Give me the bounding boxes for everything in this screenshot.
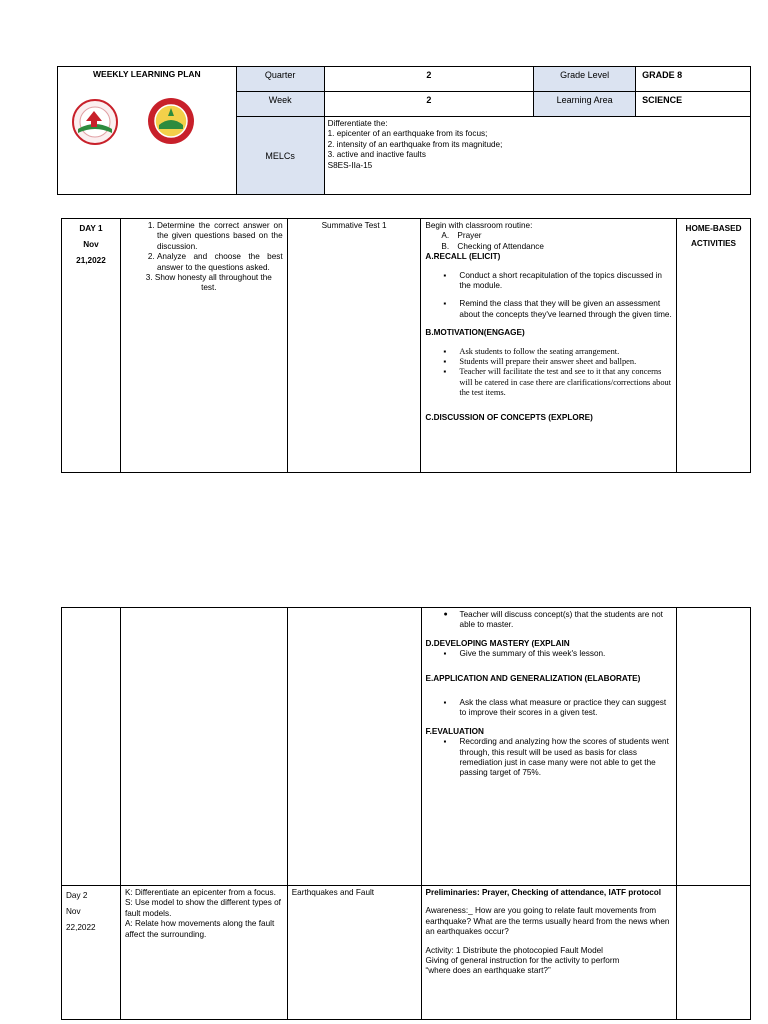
page-title: WEEKLY LEARNING PLAN: [93, 69, 201, 79]
section-heading: D.DEVELOPING MASTERY (EXPLAIN: [425, 638, 570, 648]
list-item: ▪ Conduct a short recapitulation of the topics discussed in the module.: [425, 271, 672, 292]
day-label: Day 2: [66, 891, 88, 900]
list-item: ▪ Students will prepare their answer sheet and ballpen.: [425, 357, 672, 367]
day1-objectives: [120, 219, 287, 473]
empty-cell: [677, 886, 751, 1020]
awareness: Awareness:_ How are you going to relate fault movements from earthquake? What are the terms usually heard from the news when an earthquakes occur?: [425, 906, 670, 937]
melcs-line: 2. intensity of an earthquake from its magnitude;: [327, 139, 503, 149]
list-item: ▪ Ask the class what measure or practice they can suggest to improve their scores in a given test.: [426, 698, 673, 719]
routine-item: Checking of Attendance: [457, 241, 544, 251]
empty-cell: [62, 608, 121, 886]
section-heading: A.RECALL (ELICIT): [425, 252, 501, 262]
activity-line: Activity: 1 Distribute the photocopied Fault Model: [425, 945, 604, 955]
header-table: [57, 66, 751, 195]
empty-cell: [677, 608, 751, 886]
day2-procedure: [421, 886, 677, 1020]
day-label: DAY 1: [79, 224, 103, 233]
week-label: Week: [236, 92, 324, 117]
empty-cell: [287, 608, 421, 886]
quarter-value: 2: [324, 67, 534, 92]
week-value: 2: [324, 92, 534, 117]
area-value: SCIENCE: [636, 92, 751, 117]
routine-item: Prayer: [457, 231, 482, 241]
day2-table: [61, 607, 751, 1020]
list-item: ▪ Teacher will facilitate the test and see to it that any concerns will be catered in case there are clarifications/corrections about the test items.: [425, 367, 672, 398]
objective-item: S: Use model to show the different types of fault models.: [124, 898, 281, 918]
melcs-content: [324, 117, 750, 195]
grade-value: GRADE 8: [636, 67, 751, 92]
routine-list: A. Prayer B. Checking of Attendance: [441, 231, 544, 251]
continued-procedure: [421, 608, 677, 886]
list-item: ▪ Ask students to follow the seating arrangement.: [425, 347, 672, 357]
melcs-label: MELCs: [236, 117, 324, 195]
day2-objectives: [120, 886, 287, 1020]
section-heading: C.DISCUSSION OF CONCEPTS (EXPLORE): [425, 412, 593, 422]
objective-item: K: Differentiate an epicenter from a focus.: [124, 888, 276, 897]
grade-label: Grade Level: [534, 67, 636, 92]
empty-cell: [120, 608, 287, 886]
melcs-line: Differentiate the:: [327, 119, 388, 128]
day2-date-cell: [62, 886, 121, 1020]
objective-item: 3. Show honesty all throughout the test.: [145, 273, 272, 293]
title-logo-cell: [58, 67, 237, 195]
date-month: Nov: [66, 907, 81, 916]
list-item: ▪ Remind the class that they will be given an assessment about the concepts they've learned through the given time.: [425, 299, 672, 320]
preliminaries: Preliminaries: Prayer, Checking of attendance, IATF protocol: [425, 888, 662, 897]
day1-table: [61, 218, 751, 473]
day1-date-cell: [62, 219, 121, 473]
school-logo-left: [72, 99, 118, 145]
list-item: ▪ Recording and analyzing how the scores of students went through, this result will be used as basis for class remediation just in case many were not able to get the passing target of 75%.: [426, 737, 673, 779]
quarter-label: Quarter: [236, 67, 324, 92]
list-item: ▪ Give the summary of this week's lesson.: [426, 649, 673, 659]
date-value: 21,2022: [76, 256, 106, 265]
routine-intro: Begin with classroom routine:: [425, 221, 533, 230]
section-heading: E.APPLICATION AND GENERALIZATION (ELABORATE): [425, 673, 641, 683]
activity-line: “where does an earthquake start?”: [425, 966, 551, 976]
activity-line: Giving of general instruction for the activity to perform: [425, 956, 620, 966]
school-logo-right: [147, 97, 195, 145]
date-value: 22,2022: [66, 923, 96, 932]
area-label: Learning Area: [534, 92, 636, 117]
melcs-line: 3. active and inactive faults: [327, 150, 426, 160]
day1-procedure: [421, 219, 677, 473]
day2-topic: Earthquakes and Fault: [287, 886, 421, 1020]
section-heading: F.EVALUATION: [425, 726, 484, 736]
objective-item: A: Relate how movements along the fault affect the surrounding.: [124, 919, 275, 939]
melcs-line: S8ES-IIa-15: [327, 160, 373, 170]
day1-topic: Summative Test 1: [287, 219, 421, 473]
section-heading: B.MOTIVATION(ENGAGE): [425, 328, 525, 338]
objective-item: 1. Determine the correct answer on the given questions based on the discussion.: [157, 221, 283, 252]
melcs-line: 1. epicenter of an earthquake from its focus;: [327, 129, 488, 139]
home-based-activities: HOME-BASED ACTIVITIES: [677, 219, 751, 473]
objective-item: 2. Analyze and choose the best answer to the questions asked.: [157, 252, 283, 273]
date-month: Nov: [83, 240, 99, 249]
list-item: ● Teacher will discuss concept(s) that the students are not able to master.: [426, 610, 673, 631]
